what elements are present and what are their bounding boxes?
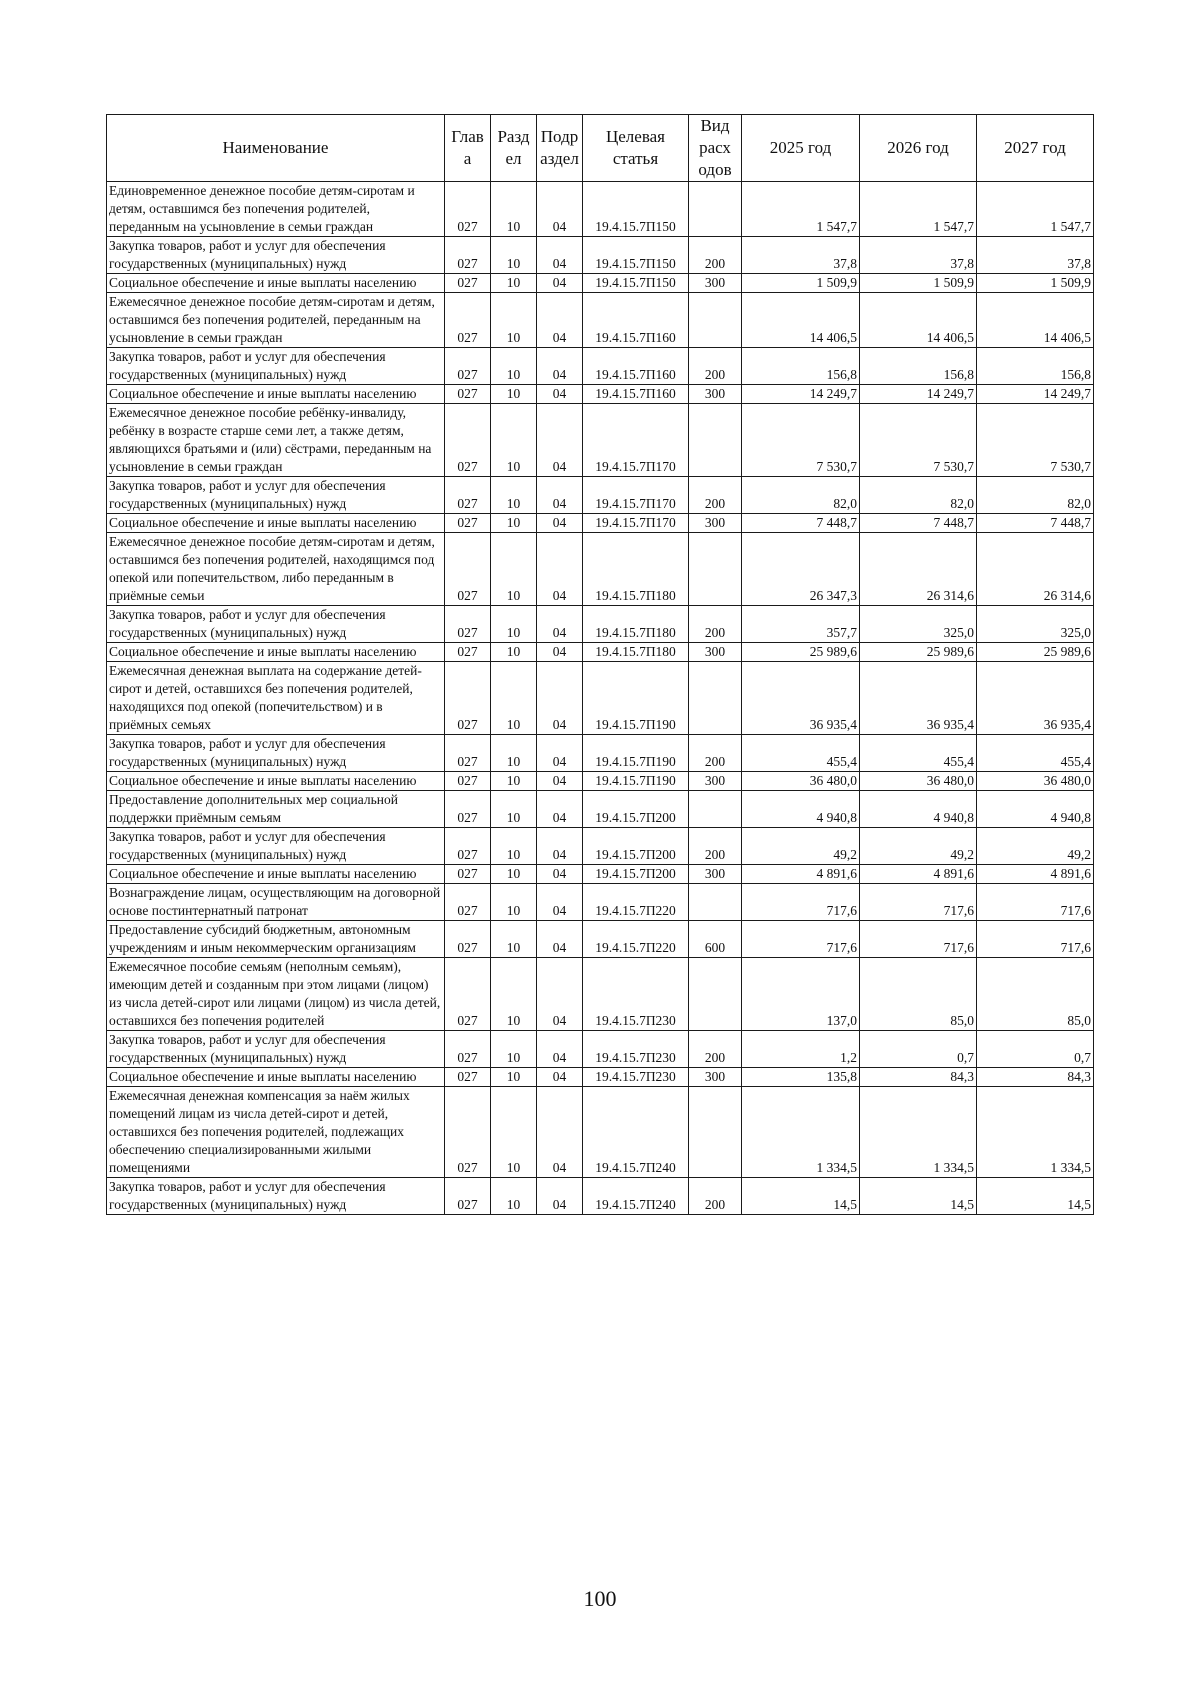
cell-glava: 027: [445, 828, 491, 865]
cell-glava: 027: [445, 182, 491, 237]
cell-2027: 7 530,7: [977, 404, 1094, 477]
cell-razdel: 10: [491, 735, 537, 772]
cell-2026: 14 406,5: [860, 293, 977, 348]
cell-vid: 600: [689, 921, 742, 958]
cell-2027: 1 334,5: [977, 1087, 1094, 1178]
header-glava: Глав а: [445, 115, 491, 182]
cell-vid: [689, 182, 742, 237]
cell-2027: 82,0: [977, 477, 1094, 514]
cell-2027: 325,0: [977, 606, 1094, 643]
cell-name: Ежемесячное денежное пособие детям-сиротам и детям, оставшимся без попечения родителей, находящимся под опекой или попечительством, либо переданным в приёмные семьи: [107, 533, 445, 606]
cell-razdel: 10: [491, 404, 537, 477]
cell-2027: 1 547,7: [977, 182, 1094, 237]
cell-podrazdel: 04: [537, 514, 583, 533]
cell-name: Закупка товаров, работ и услуг для обеспечения государственных (муниципальных) нужд: [107, 735, 445, 772]
cell-podrazdel: 04: [537, 1087, 583, 1178]
cell-2027: 14 406,5: [977, 293, 1094, 348]
cell-vid: 300: [689, 385, 742, 404]
cell-2025: 36 480,0: [742, 772, 860, 791]
cell-razdel: 10: [491, 385, 537, 404]
cell-name: Социальное обеспечение и иные выплаты населению: [107, 772, 445, 791]
header-2027: 2027 год: [977, 115, 1094, 182]
cell-celevaya: 19.4.15.7П200: [583, 791, 689, 828]
cell-podrazdel: 04: [537, 385, 583, 404]
cell-razdel: 10: [491, 791, 537, 828]
table-row: [107, 884, 1094, 921]
header-2025: 2025 год: [742, 115, 860, 182]
table-row: [107, 1178, 1094, 1215]
cell-name: Единовременное денежное пособие детям-сиротам и детям, оставшимся без попечения родителей, переданным на усыновление в семьи граждан: [107, 182, 445, 237]
cell-2026: 25 989,6: [860, 643, 977, 662]
cell-2026: 455,4: [860, 735, 977, 772]
cell-2026: 14,5: [860, 1178, 977, 1215]
cell-celevaya: 19.4.15.7П230: [583, 1031, 689, 1068]
cell-celevaya: 19.4.15.7П170: [583, 477, 689, 514]
cell-glava: 027: [445, 533, 491, 606]
cell-podrazdel: 04: [537, 404, 583, 477]
cell-glava: 027: [445, 772, 491, 791]
cell-podrazdel: 04: [537, 772, 583, 791]
cell-glava: 027: [445, 643, 491, 662]
cell-vid: 200: [689, 735, 742, 772]
cell-2026: 14 249,7: [860, 385, 977, 404]
header-2026: 2026 год: [860, 115, 977, 182]
cell-name: Закупка товаров, работ и услуг для обеспечения государственных (муниципальных) нужд: [107, 828, 445, 865]
cell-name: Ежемесячная денежная выплата на содержание детей-сирот и детей, оставшихся без попечения родителей, находящихся под опекой (попечительством) и в приёмных семьях: [107, 662, 445, 735]
cell-glava: 027: [445, 293, 491, 348]
cell-celevaya: 19.4.15.7П220: [583, 884, 689, 921]
cell-2026: 4 891,6: [860, 865, 977, 884]
cell-glava: 027: [445, 1087, 491, 1178]
cell-2027: 1 509,9: [977, 274, 1094, 293]
cell-name: Закупка товаров, работ и услуг для обеспечения государственных (муниципальных) нужд: [107, 348, 445, 385]
cell-2025: 49,2: [742, 828, 860, 865]
cell-name: Закупка товаров, работ и услуг для обеспечения государственных (муниципальных) нужд: [107, 1178, 445, 1215]
cell-podrazdel: 04: [537, 1031, 583, 1068]
table-row: [107, 348, 1094, 385]
table-row: [107, 514, 1094, 533]
cell-razdel: 10: [491, 237, 537, 274]
table-row: [107, 772, 1094, 791]
cell-podrazdel: 04: [537, 1068, 583, 1087]
cell-razdel: 10: [491, 606, 537, 643]
table-row: [107, 1068, 1094, 1087]
cell-vid: 200: [689, 828, 742, 865]
cell-2026: 4 940,8: [860, 791, 977, 828]
cell-glava: 027: [445, 735, 491, 772]
cell-podrazdel: 04: [537, 237, 583, 274]
cell-glava: 027: [445, 865, 491, 884]
table-row: [107, 828, 1094, 865]
table-body: [107, 182, 1094, 1215]
cell-2025: 7 530,7: [742, 404, 860, 477]
cell-celevaya: 19.4.15.7П230: [583, 1068, 689, 1087]
cell-2025: 156,8: [742, 348, 860, 385]
cell-podrazdel: 04: [537, 274, 583, 293]
cell-celevaya: 19.4.15.7П160: [583, 348, 689, 385]
cell-2027: 4 891,6: [977, 865, 1094, 884]
cell-2026: 7 448,7: [860, 514, 977, 533]
cell-2027: 455,4: [977, 735, 1094, 772]
table-row: [107, 662, 1094, 735]
cell-glava: 027: [445, 404, 491, 477]
cell-celevaya: 19.4.15.7П150: [583, 237, 689, 274]
cell-glava: 027: [445, 1068, 491, 1087]
cell-2027: 717,6: [977, 884, 1094, 921]
cell-name: Социальное обеспечение и иные выплаты населению: [107, 514, 445, 533]
cell-2025: 135,8: [742, 1068, 860, 1087]
cell-glava: 027: [445, 606, 491, 643]
cell-vid: 200: [689, 477, 742, 514]
cell-vid: 200: [689, 348, 742, 385]
cell-podrazdel: 04: [537, 921, 583, 958]
cell-podrazdel: 04: [537, 533, 583, 606]
cell-razdel: 10: [491, 662, 537, 735]
header-podrazdel: Подр аздел: [537, 115, 583, 182]
cell-podrazdel: 04: [537, 662, 583, 735]
cell-name: Ежемесячное денежное пособие детям-сиротам и детям, оставшимся без попечения родителей, переданным на усыновление в семьи граждан: [107, 293, 445, 348]
cell-razdel: 10: [491, 958, 537, 1031]
cell-name: Закупка товаров, работ и услуг для обеспечения государственных (муниципальных) нужд: [107, 606, 445, 643]
cell-vid: 200: [689, 237, 742, 274]
cell-2026: 26 314,6: [860, 533, 977, 606]
cell-2026: 717,6: [860, 921, 977, 958]
cell-2025: 82,0: [742, 477, 860, 514]
cell-podrazdel: 04: [537, 477, 583, 514]
cell-razdel: 10: [491, 1087, 537, 1178]
cell-vid: 300: [689, 643, 742, 662]
cell-2027: 37,8: [977, 237, 1094, 274]
cell-2027: 717,6: [977, 921, 1094, 958]
cell-2025: 25 989,6: [742, 643, 860, 662]
cell-celevaya: 19.4.15.7П220: [583, 921, 689, 958]
cell-2027: 36 480,0: [977, 772, 1094, 791]
cell-2025: 717,6: [742, 884, 860, 921]
cell-razdel: 10: [491, 182, 537, 237]
cell-2025: 1 334,5: [742, 1087, 860, 1178]
cell-celevaya: 19.4.15.7П200: [583, 828, 689, 865]
header-row: [107, 115, 1094, 182]
cell-2027: 25 989,6: [977, 643, 1094, 662]
cell-2027: 84,3: [977, 1068, 1094, 1087]
cell-2025: 455,4: [742, 735, 860, 772]
cell-name: Закупка товаров, работ и услуг для обеспечения государственных (муниципальных) нужд: [107, 1031, 445, 1068]
cell-2025: 1,2: [742, 1031, 860, 1068]
cell-podrazdel: 04: [537, 735, 583, 772]
cell-2027: 4 940,8: [977, 791, 1094, 828]
cell-vid: [689, 1087, 742, 1178]
cell-name: Закупка товаров, работ и услуг для обеспечения государственных (муниципальных) нужд: [107, 237, 445, 274]
cell-celevaya: 19.4.15.7П180: [583, 533, 689, 606]
cell-razdel: 10: [491, 828, 537, 865]
table-row: [107, 293, 1094, 348]
cell-2025: 717,6: [742, 921, 860, 958]
table-row: [107, 735, 1094, 772]
cell-name: Социальное обеспечение и иные выплаты населению: [107, 643, 445, 662]
cell-glava: 027: [445, 274, 491, 293]
table-row: [107, 533, 1094, 606]
cell-2026: 49,2: [860, 828, 977, 865]
header-celevaya: Целевая статья: [583, 115, 689, 182]
cell-name: Социальное обеспечение и иные выплаты населению: [107, 1068, 445, 1087]
cell-celevaya: 19.4.15.7П230: [583, 958, 689, 1031]
table-row: [107, 865, 1094, 884]
cell-podrazdel: 04: [537, 182, 583, 237]
cell-podrazdel: 04: [537, 828, 583, 865]
cell-2026: 1 334,5: [860, 1087, 977, 1178]
cell-2027: 49,2: [977, 828, 1094, 865]
cell-razdel: 10: [491, 348, 537, 385]
cell-celevaya: 19.4.15.7П150: [583, 274, 689, 293]
cell-2025: 36 935,4: [742, 662, 860, 735]
cell-2027: 85,0: [977, 958, 1094, 1031]
cell-celevaya: 19.4.15.7П190: [583, 735, 689, 772]
cell-celevaya: 19.4.15.7П160: [583, 385, 689, 404]
cell-celevaya: 19.4.15.7П240: [583, 1178, 689, 1215]
cell-name: Социальное обеспечение и иные выплаты населению: [107, 865, 445, 884]
cell-glava: 027: [445, 348, 491, 385]
cell-2026: 36 480,0: [860, 772, 977, 791]
header-name: Наименование: [107, 115, 445, 182]
cell-glava: 027: [445, 958, 491, 1031]
cell-name: Предоставление дополнительных мер социальной поддержки приёмным семьям: [107, 791, 445, 828]
cell-name: Социальное обеспечение и иные выплаты населению: [107, 274, 445, 293]
cell-vid: 200: [689, 1031, 742, 1068]
cell-2025: 357,7: [742, 606, 860, 643]
cell-glava: 027: [445, 662, 491, 735]
cell-name: Социальное обеспечение и иные выплаты населению: [107, 385, 445, 404]
header-vid: Вид расх одов: [689, 115, 742, 182]
cell-2025: 4 891,6: [742, 865, 860, 884]
cell-glava: 027: [445, 477, 491, 514]
cell-vid: 300: [689, 865, 742, 884]
cell-glava: 027: [445, 385, 491, 404]
cell-2026: 325,0: [860, 606, 977, 643]
cell-razdel: 10: [491, 772, 537, 791]
cell-2026: 7 530,7: [860, 404, 977, 477]
cell-glava: 027: [445, 1031, 491, 1068]
cell-2025: 14,5: [742, 1178, 860, 1215]
table-row: [107, 237, 1094, 274]
cell-2026: 82,0: [860, 477, 977, 514]
cell-razdel: 10: [491, 1031, 537, 1068]
cell-vid: 300: [689, 772, 742, 791]
table-row: [107, 1031, 1094, 1068]
cell-2025: 14 249,7: [742, 385, 860, 404]
cell-celevaya: 19.4.15.7П180: [583, 606, 689, 643]
cell-2025: 1 509,9: [742, 274, 860, 293]
cell-2026: 37,8: [860, 237, 977, 274]
table-row: [107, 958, 1094, 1031]
cell-2026: 717,6: [860, 884, 977, 921]
table-row: [107, 477, 1094, 514]
cell-glava: 027: [445, 791, 491, 828]
table-row: [107, 606, 1094, 643]
cell-podrazdel: 04: [537, 293, 583, 348]
cell-2026: 84,3: [860, 1068, 977, 1087]
cell-glava: 027: [445, 514, 491, 533]
cell-vid: [689, 533, 742, 606]
cell-2027: 156,8: [977, 348, 1094, 385]
cell-vid: [689, 884, 742, 921]
cell-celevaya: 19.4.15.7П190: [583, 772, 689, 791]
cell-name: Закупка товаров, работ и услуг для обеспечения государственных (муниципальных) нужд: [107, 477, 445, 514]
cell-vid: [689, 791, 742, 828]
cell-2026: 1 547,7: [860, 182, 977, 237]
cell-podrazdel: 04: [537, 606, 583, 643]
page-number: 100: [583, 1586, 617, 1611]
cell-vid: [689, 293, 742, 348]
cell-2025: 1 547,7: [742, 182, 860, 237]
cell-razdel: 10: [491, 477, 537, 514]
cell-2026: 1 509,9: [860, 274, 977, 293]
cell-celevaya: 19.4.15.7П170: [583, 514, 689, 533]
cell-podrazdel: 04: [537, 958, 583, 1031]
cell-razdel: 10: [491, 274, 537, 293]
budget-table: [106, 114, 1094, 1215]
cell-2027: 7 448,7: [977, 514, 1094, 533]
cell-razdel: 10: [491, 533, 537, 606]
cell-name: Ежемесячное пособие семьям (неполным семьям), имеющим детей и созданным при этом лицами (лицом) из числа детей-сирот или лицами (лицом) из числа детей, оставшихся без попечения родителей: [107, 958, 445, 1031]
cell-2025: 7 448,7: [742, 514, 860, 533]
table-row: [107, 385, 1094, 404]
cell-razdel: 10: [491, 1178, 537, 1215]
cell-celevaya: 19.4.15.7П190: [583, 662, 689, 735]
cell-2027: 14 249,7: [977, 385, 1094, 404]
cell-2025: 37,8: [742, 237, 860, 274]
table-row: [107, 404, 1094, 477]
cell-vid: [689, 958, 742, 1031]
cell-podrazdel: 04: [537, 884, 583, 921]
cell-celevaya: 19.4.15.7П150: [583, 182, 689, 237]
cell-2025: 4 940,8: [742, 791, 860, 828]
cell-2027: 26 314,6: [977, 533, 1094, 606]
cell-vid: 300: [689, 274, 742, 293]
cell-razdel: 10: [491, 921, 537, 958]
cell-glava: 027: [445, 921, 491, 958]
cell-celevaya: 19.4.15.7П160: [583, 293, 689, 348]
cell-2026: 156,8: [860, 348, 977, 385]
cell-razdel: 10: [491, 865, 537, 884]
cell-celevaya: 19.4.15.7П240: [583, 1087, 689, 1178]
cell-name: Вознаграждение лицам, осуществляющим на договорной основе постинтернатный патронат: [107, 884, 445, 921]
cell-name: Ежемесячное денежное пособие ребёнку-инвалиду, ребёнку в возрасте старше семи лет, а также детям, являющихся братьями и (или) сёстрами, переданным на усыновление в семьи граждан: [107, 404, 445, 477]
cell-razdel: 10: [491, 643, 537, 662]
table-row: [107, 643, 1094, 662]
cell-podrazdel: 04: [537, 348, 583, 385]
cell-razdel: 10: [491, 1068, 537, 1087]
cell-celevaya: 19.4.15.7П180: [583, 643, 689, 662]
table-row: [107, 791, 1094, 828]
cell-glava: 027: [445, 237, 491, 274]
cell-vid: 300: [689, 1068, 742, 1087]
cell-razdel: 10: [491, 514, 537, 533]
cell-podrazdel: 04: [537, 1178, 583, 1215]
cell-2027: 0,7: [977, 1031, 1094, 1068]
cell-2025: 14 406,5: [742, 293, 860, 348]
cell-vid: [689, 404, 742, 477]
cell-vid: 300: [689, 514, 742, 533]
cell-2027: 14,5: [977, 1178, 1094, 1215]
table-row: [107, 182, 1094, 237]
cell-glava: 027: [445, 1178, 491, 1215]
cell-2025: 26 347,3: [742, 533, 860, 606]
cell-podrazdel: 04: [537, 643, 583, 662]
cell-podrazdel: 04: [537, 865, 583, 884]
cell-vid: [689, 662, 742, 735]
cell-2025: 137,0: [742, 958, 860, 1031]
cell-2026: 0,7: [860, 1031, 977, 1068]
cell-razdel: 10: [491, 884, 537, 921]
table-header: [107, 115, 1094, 182]
cell-2027: 36 935,4: [977, 662, 1094, 735]
table-row: [107, 1087, 1094, 1178]
cell-2026: 85,0: [860, 958, 977, 1031]
table-row: [107, 921, 1094, 958]
cell-celevaya: 19.4.15.7П200: [583, 865, 689, 884]
cell-2026: 36 935,4: [860, 662, 977, 735]
cell-glava: 027: [445, 884, 491, 921]
cell-vid: 200: [689, 606, 742, 643]
cell-name: Предоставление субсидий бюджетным, автономным учреждениям и иным некоммерческим организациям: [107, 921, 445, 958]
table-row: [107, 274, 1094, 293]
cell-vid: 200: [689, 1178, 742, 1215]
cell-name: Ежемесячная денежная компенсация за наём жилых помещений лицам из числа детей-сирот и детей, оставшихся без попечения родителей, подлежащих обеспечению специализированными жилыми помещениями: [107, 1087, 445, 1178]
header-razdel: Разд ел: [491, 115, 537, 182]
cell-celevaya: 19.4.15.7П170: [583, 404, 689, 477]
cell-podrazdel: 04: [537, 791, 583, 828]
cell-razdel: 10: [491, 293, 537, 348]
